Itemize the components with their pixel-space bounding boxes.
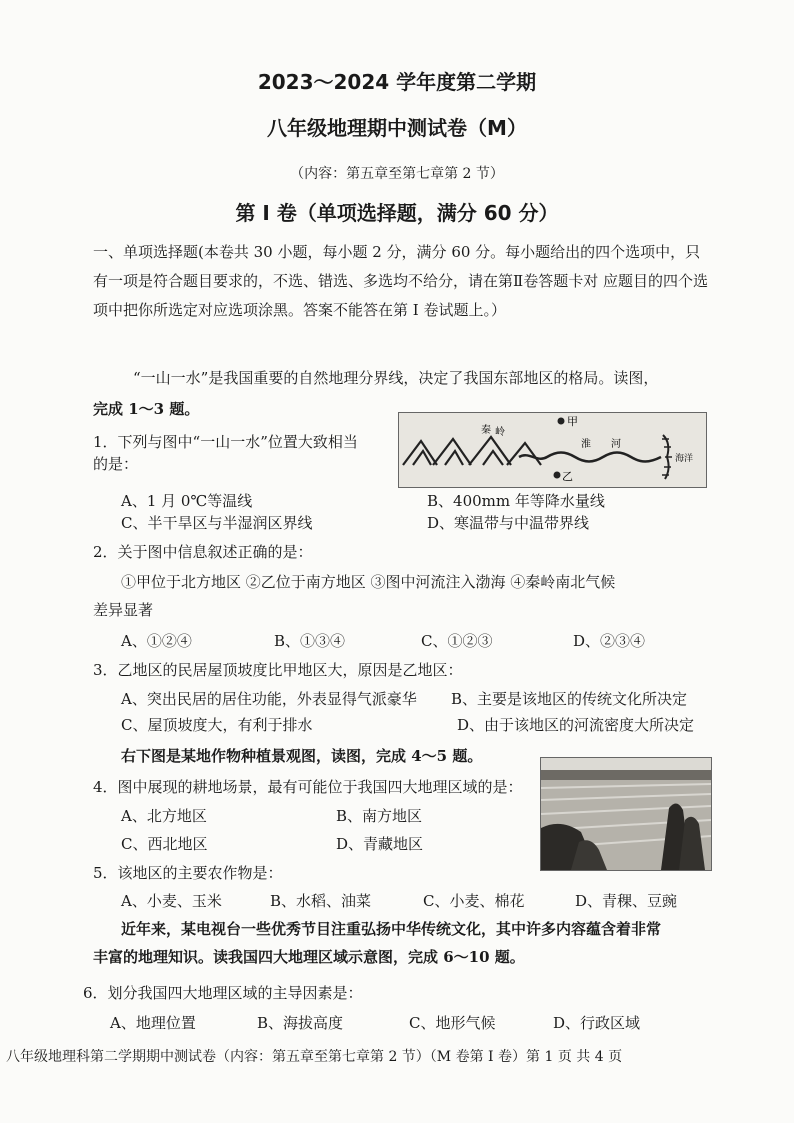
label-jia: 甲 [567,415,578,428]
q3-option-b: B、主要是该地区的传统文化所决定 [451,690,688,708]
label-ling: 岭 [495,427,505,438]
point-yi [554,472,561,479]
q4-stem: 4．图中展现的耕地场景，最有可能位于我国四大地理区域的是： [93,778,523,796]
q4-option-c: C、西北地区 [121,835,208,853]
figure-qinling-huaihe [398,412,707,488]
intro3-line2: 丰富的地理知识。读我国四大地理区域示意图，完成 6～10 题。 [93,948,525,966]
label-huai: 淮 [581,439,591,450]
exam-subtitle: （内容：第五章至第七章第 2 节） [290,166,504,182]
q1-option-a: A、1 月 0℃等温线 [121,492,253,510]
q2-option-d: D、②③④ [573,632,646,650]
intro3-line1: 近年来，某电视台一些优秀节目注重弘扬中华传统文化，其中许多内容蕴含着非常 [121,920,662,938]
page-footer: 八年级地理科第二学期期中测试卷（内容：第五章至第七章第 2 节）（M 卷第 I 卷）第 1 页 共 4 页 [6,1049,623,1065]
q2-option-c: C、①②③ [421,632,493,650]
instructions: 一、单项选择题(本卷共 30 小题，每小题 2 分，满分 60 分。每小题给出的四个选项中，只有一项是符合题目要求的，不选、错选、多选均不给分，请在第Ⅱ卷答题卡对 应题目的四个选项中把你所选定对应选项涂黑。答案不能答在第 I 卷试题上。） [93,243,708,319]
q4-option-b: B、南方地区 [336,807,423,825]
q4-option-a: A、北方地区 [121,807,207,825]
q6-option-a: A、地理位置 [110,1014,196,1032]
q5-option-d: D、青稞、豆豌 [575,892,678,910]
figure-field-photo [540,757,712,871]
q3-option-c: C、屋顶坡度大，有利于排水 [121,716,313,734]
q2-statements-line2: 差异显著 [93,601,154,619]
q6-option-b: B、海拔高度 [257,1014,344,1032]
q1-option-b: B、400mm 年等降水量线 [427,492,605,510]
q1-option-c: C、半干旱区与半湿润区界线 [121,514,313,532]
river-line [519,453,661,462]
q1-option-d: D、寒温带与中温带界线 [427,514,590,532]
q6-stem: 6．划分我国四大地理区域的主导因素是： [83,984,363,1002]
q1-stem-line1: 1．下列与图中“一山一水”位置大致相当 [93,433,358,451]
q4-option-d: D、青藏地区 [336,835,424,853]
map-diagram [399,413,706,487]
q3-stem: 3．乙地区的民居屋顶坡度比甲地区大，原因是乙地区： [93,661,463,679]
q2-stem: 2．关于图中信息叙述正确的是： [93,543,313,561]
intro1-line2: 完成 1～3 题。 [93,400,200,418]
label-qin: 秦 [481,425,491,436]
exam-title-line2: 八年级地理期中测试卷（M） [267,116,527,140]
q5-stem: 5．该地区的主要农作物是： [93,864,283,882]
mountain-icon [403,437,541,465]
intro2: 右下图是某地作物种植景观图，读图，完成 4～5 题。 [121,747,483,765]
q3-option-a: A、突出民居的居住功能，外表显得气派豪华 [121,690,417,708]
q5-option-a: A、小麦、玉米 [121,892,222,910]
label-yi: 乙 [562,470,573,483]
q6-option-d: D、行政区域 [553,1014,641,1032]
section-title: 第 I 卷（单项选择题，满分 60 分） [235,201,559,225]
q2-option-a: A、①②④ [121,632,192,650]
field-photo-image [541,758,711,870]
intro1-line1: “一山一水”是我国重要的自然地理分界线，决定了我国东部地区的格局。读图， [133,369,659,387]
label-he: 河 [611,439,621,450]
q2-statements-line1: ①甲位于北方地区 ②乙位于南方地区 ③图中河流注入渤海 ④秦岭南北气候 [121,573,616,591]
q1-stem-line2: 的是： [93,455,139,473]
label-ocean: 海洋 [675,454,694,464]
q2-option-b: B、①③④ [274,632,346,650]
point-jia [558,418,565,425]
q3-option-d: D、由于该地区的河流密度大所决定 [457,716,695,734]
q5-option-b: B、水稻、油菜 [270,892,372,910]
q6-option-c: C、地形气候 [409,1014,496,1032]
exam-title-line1: 2023～2024 学年度第二学期 [257,70,537,94]
q5-option-c: C、小麦、棉花 [423,892,525,910]
